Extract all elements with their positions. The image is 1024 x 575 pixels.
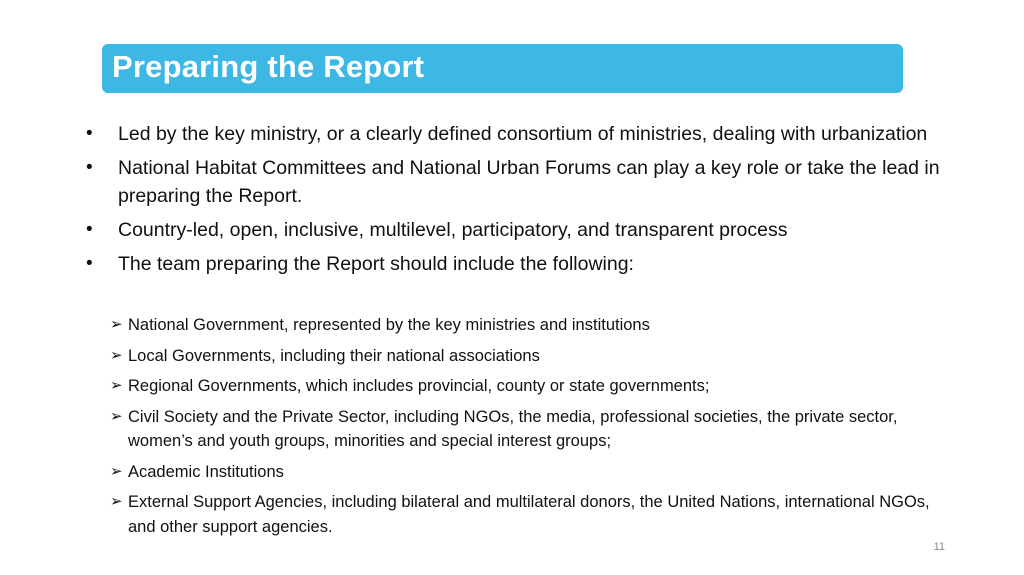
arrow-bullet-icon: ➢ [110, 377, 123, 394]
sub-bullet-text: Civil Society and the Private Sector, including NGOs, the media, professional societies, the private sector, women’s and youth groups, minorities and special interest groups; [128, 407, 898, 450]
bullet-text: The team preparing the Report should include the following: [118, 253, 634, 275]
bullet-item [86, 120, 946, 148]
sub-bullet-item [110, 490, 930, 539]
bullet-item [86, 216, 946, 244]
arrow-bullet-icon: ➢ [110, 316, 123, 333]
sub-bullet-text: Local Governments, including their national associations [128, 346, 540, 365]
bullet-dot-icon: • [86, 253, 93, 274]
sub-bullet-text: External Support Agencies, including bilateral and multilateral donors, the United Nations, international NGOs, and other support agencies. [128, 493, 930, 536]
sub-bullet-item [110, 374, 930, 399]
bullet-item [86, 154, 946, 210]
title-bar [102, 44, 903, 93]
sub-bullet-list [110, 313, 930, 545]
sub-bullet-text: Regional Governments, which includes provincial, county or state governments; [128, 377, 710, 395]
slide-title: Preparing the Report [112, 49, 425, 84]
bullet-item [86, 250, 946, 278]
arrow-bullet-icon: ➢ [110, 462, 123, 480]
bullet-dot-icon: • [86, 219, 93, 240]
bullet-dot-icon: • [86, 157, 93, 178]
sub-bullet-item [110, 313, 930, 338]
sub-bullet-text: Academic Institutions [128, 462, 284, 481]
arrow-bullet-icon: ➢ [110, 346, 123, 364]
arrow-bullet-icon: ➢ [110, 493, 123, 510]
sub-bullet-item [110, 344, 930, 369]
bullet-dot-icon: • [86, 123, 93, 144]
sub-bullet-item [110, 405, 930, 454]
bullet-text: Led by the key ministry, or a clearly defined consortium of ministries, dealing with urbanization [118, 123, 928, 145]
sub-bullet-text: National Government, represented by the key ministries and institutions [128, 316, 650, 334]
bullet-text: National Habitat Committees and National Urban Forums can play a key role or take the lead in preparing the Report. [118, 157, 940, 207]
page-number: 11 [933, 541, 945, 553]
sub-bullet-item [110, 460, 930, 485]
bullet-text: Country-led, open, inclusive, multilevel, participatory, and transparent process [118, 219, 788, 241]
arrow-bullet-icon: ➢ [110, 407, 123, 425]
bullet-list [86, 120, 946, 284]
